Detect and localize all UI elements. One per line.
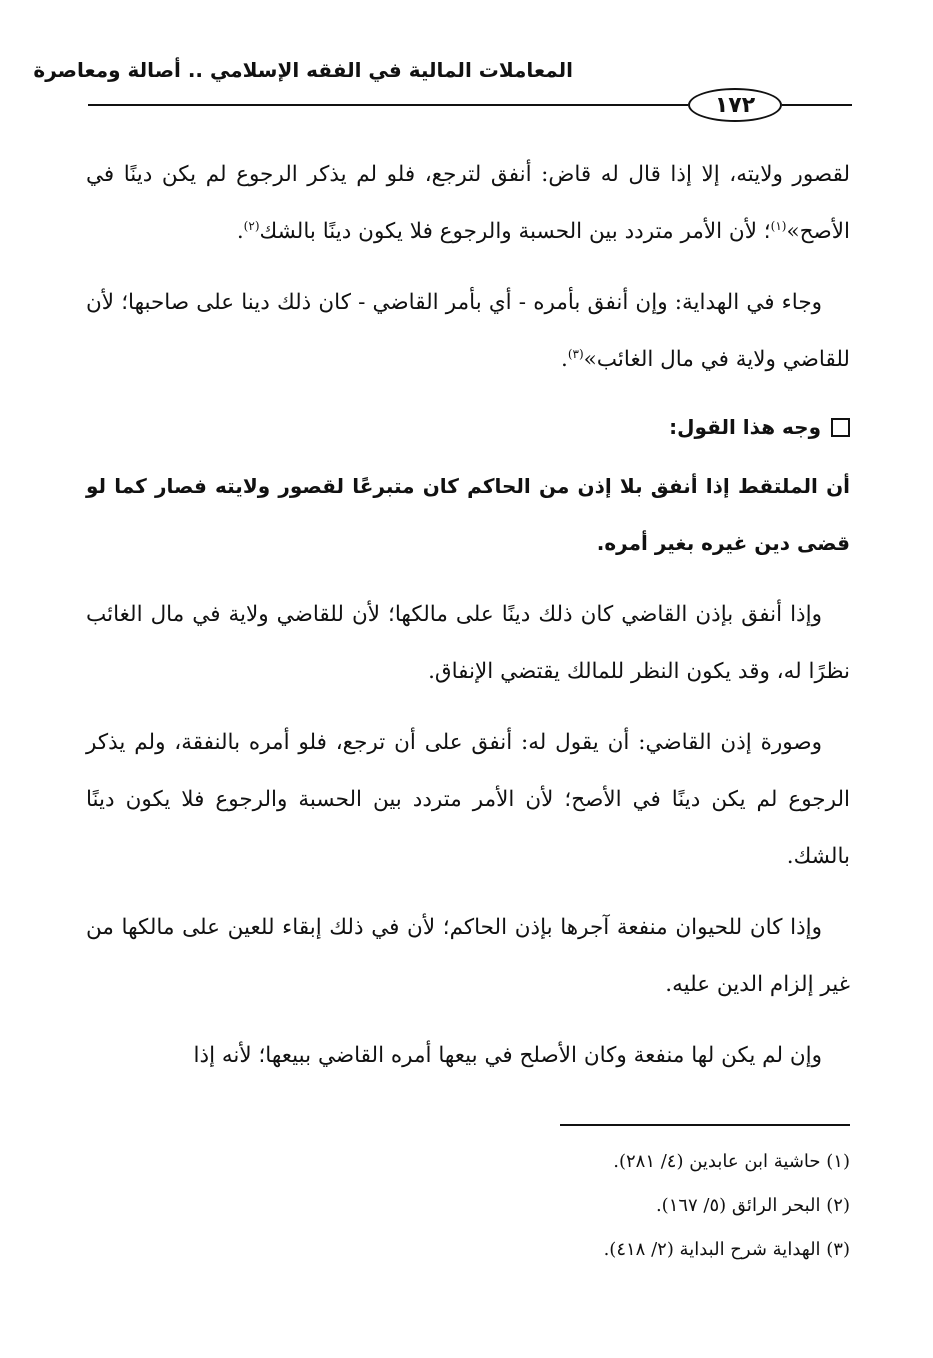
paragraph-1 bbox=[86, 146, 850, 260]
page-body bbox=[86, 146, 850, 1098]
paragraph-6: وإذا كان للحيوان منفعة آجرها بإذن الحاكم؛ لأن في ذلك إبقاء للعين على مالكها من غير إلزام الدين عليه. bbox=[86, 915, 850, 997]
footnote-ref: (١) bbox=[770, 218, 787, 233]
paragraph-text: ؛ لأن الأمر متردد بين الحسبة والرجوع فلا يكون دينًا بالشك bbox=[259, 219, 771, 244]
footnote-ref: (٣) bbox=[567, 346, 584, 361]
section-heading-text: وجه هذا القول: bbox=[669, 415, 821, 439]
page-number-badge: ١٧٢ bbox=[688, 88, 782, 122]
footnote-separator bbox=[560, 1124, 850, 1126]
paragraph-text: وجاء في الهداية: وإن أنفق بأمره - أي بأمر القاضي - كان ذلك دينا على صاحبها؛ لأن للقاضي ولاية في مال الغائب» bbox=[86, 290, 850, 372]
footnote-2: (٢) البحر الرائق (٥/ ١٦٧). bbox=[655, 1195, 850, 1216]
paragraph-4: وإذا أنفق بإذن القاضي كان ذلك دينًا على مالكها؛ لأن للقاضي ولاية في مال الغائب نظرًا له، وقد يكون النظر للمالك يقتضي الإنفاق. bbox=[86, 602, 850, 684]
paragraph-7: وإن لم يكن لها منفعة وكان الأصلح في بيعها أمره القاضي ببيعها؛ لأنه إذا bbox=[193, 1043, 822, 1068]
paragraph-2 bbox=[86, 274, 850, 388]
footnote-ref: (٢) bbox=[243, 218, 260, 233]
paragraph-text: . bbox=[236, 219, 244, 244]
section-heading bbox=[86, 402, 850, 452]
header-rule bbox=[782, 104, 852, 106]
square-bullet-icon bbox=[831, 418, 850, 437]
footnote-1: (١) حاشية ابن عابدين (٤/ ٢٨١). bbox=[613, 1151, 850, 1172]
header-rule bbox=[88, 104, 688, 106]
paragraph-text: لقصور ولايته، إلا إذا قال له قاض: أنفق لترجع، فلو لم يذكر الرجوع لم يكن دينًا في الأصح» bbox=[86, 162, 850, 244]
footnote-3: (٣) الهداية شرح البداية (٢/ ٤١٨). bbox=[603, 1239, 850, 1260]
paragraph-3: أن الملتقط إذا أنفق بلا إذن من الحاكم كان متبرعًا لقصور ولايته فصار كما لو قضى دين غيره بغير أمره. bbox=[86, 474, 850, 555]
running-header-title: المعاملات المالية في الفقه الإسلامي .. أصالة ومعاصرة bbox=[33, 58, 573, 82]
paragraph-text: . bbox=[560, 347, 568, 372]
paragraph-5: وصورة إذن القاضي: أن يقول له: أنفق على أن ترجع، فلو أمره بالنفقة، ولم يذكر الرجوع لم يكن دينًا في الأصح؛ لأن الأمر متردد بين الحسبة والرجوع فلا يكون دينًا بالشك. bbox=[86, 730, 850, 869]
footnotes bbox=[300, 1140, 850, 1272]
